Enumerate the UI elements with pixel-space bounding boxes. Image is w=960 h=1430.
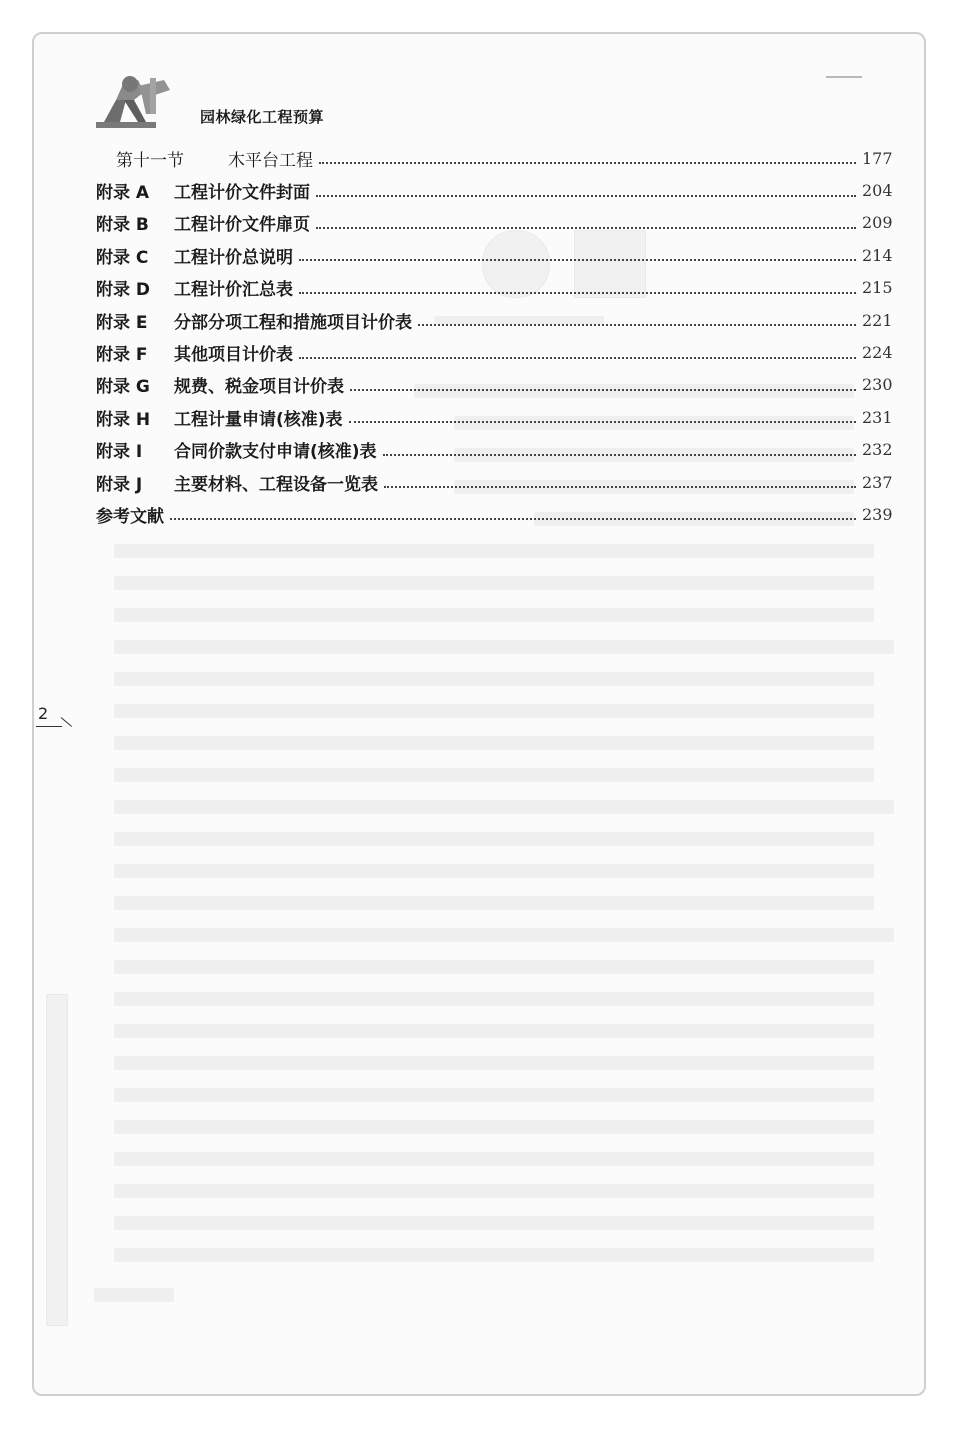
toc-entry-label: 参考文献 [96,506,164,527]
toc-leader-dots [316,225,856,229]
toc-entry [96,272,892,304]
toc-entry [96,466,892,498]
toc-entry-page: 232 [862,440,893,460]
toc-entry-page: 231 [862,407,893,427]
toc-entry-label: 附录 H [96,409,151,430]
toc-entry-page: 224 [862,343,893,363]
toc-entry-label: 附录 E [96,312,148,333]
toc-leader-dots [170,516,856,520]
toc-entry-title: 规费、税金项目计价表 [174,377,344,398]
toc-entry-label: 第十一节 [116,150,184,171]
toc-entry [96,207,892,239]
page-header [94,70,354,136]
toc-entry-label: 附录 I [96,442,143,463]
toc-entry-label: 附录 B [96,215,149,236]
book-title: 园林绿化工程预算 [200,108,325,126]
toc-entry-title: 工程计价汇总表 [174,280,293,301]
book-logo-icon [94,70,174,134]
toc-entry [96,401,892,433]
toc-entry-title: 分部分项工程和措施项目计价表 [174,312,412,333]
toc-entry [96,369,892,401]
toc-entry-page: 230 [862,375,893,395]
toc-leader-dots [384,484,856,488]
toc-entry-page: 221 [862,310,893,330]
toc-entry-title: 合同价款支付申请(核准)表 [174,442,377,463]
toc-entry-title: 工程计量申请(核准)表 [174,409,343,430]
toc-leader-dots [350,387,856,391]
toc-entry-title: 工程计价文件扉页 [174,215,310,236]
toc-entry [96,304,892,336]
toc-entry-title: 工程计价总说明 [174,247,293,268]
toc-entry [96,174,892,206]
toc-entry [96,239,892,271]
toc-entry-page: 177 [862,148,893,168]
toc-entry-label: 附录 D [96,280,151,301]
toc-entry-title: 主要材料、工程设备一览表 [174,474,378,495]
toc-entry-title: 工程计价文件封面 [174,183,310,204]
toc-entry-title: 其他项目计价表 [174,345,293,366]
toc-entry-label: 附录 F [96,345,148,366]
toc-entry [96,142,892,174]
toc-leader-dots [316,193,856,197]
toc-entry [96,336,892,368]
toc-entry-page: 204 [862,181,893,201]
toc-entry-page: 209 [862,213,893,233]
toc-entry-label: 附录 J [96,474,143,495]
toc-entry-label: 附录 C [96,247,149,268]
toc-entry-page: 237 [862,472,893,492]
toc-leader-dots [299,257,856,261]
toc-entry [96,434,892,466]
toc-entry-page: 214 [862,245,893,265]
toc-leader-dots [299,290,856,294]
toc-entry-page: 239 [862,504,893,524]
toc-entry-page: 215 [862,278,893,298]
corner-mark [826,76,862,78]
toc-leader-dots [418,322,856,326]
document-page [32,32,926,1396]
toc-entry-label: 附录 G [96,377,150,398]
page-number: 2 [38,704,49,723]
toc-entry [96,498,892,530]
toc-leader-dots [299,355,856,359]
toc-leader-dots [383,452,856,456]
toc-leader-dots [349,419,856,423]
table-of-contents [96,142,892,531]
toc-entry-label: 附录 A [96,183,150,204]
toc-leader-dots [319,160,856,164]
page-number-underline [36,726,62,727]
page-number-tick [61,717,72,727]
toc-entry-title: 木平台工程 [228,150,313,171]
